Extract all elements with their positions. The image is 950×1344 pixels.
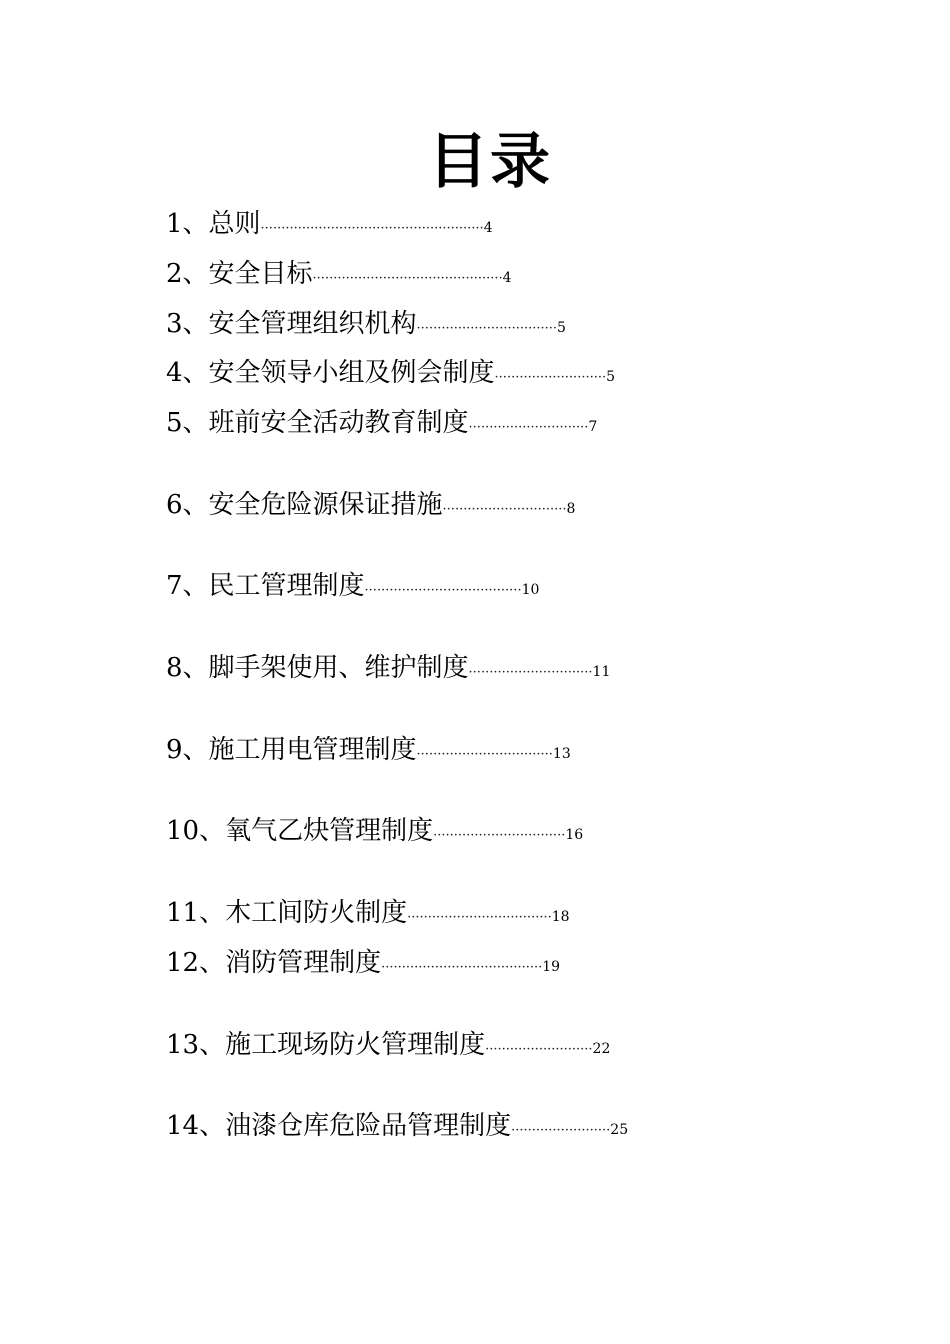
toc-entry[interactable]: [166, 651, 610, 685]
toc-page-number: 16: [565, 827, 584, 843]
toc-entry[interactable]: [166, 257, 512, 291]
toc-entry[interactable]: [166, 307, 566, 341]
toc-entry[interactable]: [166, 946, 560, 980]
toc-page-number: 22: [592, 1041, 611, 1057]
toc-dot-leader: ························: [511, 1123, 611, 1138]
toc-entry-label: 7、民工管理制度: [166, 571, 365, 601]
toc-page-number: 4: [483, 220, 493, 236]
toc-dot-leader: ··························: [485, 1042, 593, 1057]
toc-entry[interactable]: [166, 896, 570, 930]
toc-entry[interactable]: [166, 488, 575, 522]
toc-entry[interactable]: [166, 1109, 628, 1143]
toc-page-number: 10: [521, 582, 540, 598]
toc-dot-leader: ······························: [442, 502, 567, 517]
toc-entry-label: 6、安全危险源保证措施: [166, 490, 443, 520]
toc-dot-leader: ···································: [407, 910, 552, 925]
toc-entry[interactable]: [166, 1028, 610, 1062]
toc-entry[interactable]: [166, 569, 539, 603]
toc-entry[interactable]: [166, 814, 583, 848]
toc-page-number: 5: [606, 369, 616, 385]
toc-page-number: 11: [592, 664, 611, 680]
toc-page-number: 8: [566, 501, 576, 517]
toc-entry-label: 1、总则: [166, 209, 261, 239]
toc-entry-label: 10、氧气乙炔管理制度: [166, 816, 434, 846]
toc-entry[interactable]: [166, 733, 571, 767]
page-title: 目录: [428, 127, 552, 197]
toc-dot-leader: ······························: [468, 665, 593, 680]
toc-entry-label: 11、木工间防火制度: [166, 898, 408, 928]
toc-entry-label: 14、油漆仓库危险品管理制度: [166, 1111, 512, 1141]
toc-page-number: 18: [551, 909, 570, 925]
toc-dot-leader: ·································: [416, 747, 553, 762]
toc-entry-label: 12、消防管理制度: [166, 948, 382, 978]
toc-entry[interactable]: [166, 207, 493, 241]
toc-page-number: 19: [542, 959, 561, 975]
toc-entry-label: 4、安全领导小组及例会制度: [166, 358, 495, 388]
toc-entry[interactable]: [166, 356, 615, 390]
toc-page-number: 5: [557, 320, 566, 336]
toc-dot-leader: ··············································: [312, 271, 503, 286]
toc-page-number: 4: [502, 270, 512, 286]
toc-entry-label: 5、班前安全活动教育制度: [166, 408, 469, 438]
toc-dot-leader: ··································: [416, 321, 558, 336]
toc-dot-leader: ································: [433, 828, 566, 843]
toc-page-number: 7: [588, 419, 598, 435]
toc-entry-label: 3、安全管理组织机构: [166, 309, 417, 339]
toc-dot-leader: ······················································: [260, 221, 484, 236]
toc-page-number: 25: [610, 1122, 629, 1138]
toc-page-number: 13: [552, 746, 571, 762]
toc-entry-label: 2、安全目标: [166, 259, 313, 289]
toc-entry-label: 9、施工用电管理制度: [166, 735, 417, 765]
toc-dot-leader: ·······································: [381, 960, 543, 975]
toc-entry[interactable]: [166, 406, 597, 440]
toc-entry-label: 8、脚手架使用、维护制度: [166, 653, 469, 683]
toc-dot-leader: ·····························: [468, 420, 589, 435]
toc-dot-leader: ···························: [494, 370, 607, 385]
toc-entry-label: 13、施工现场防火管理制度: [166, 1030, 486, 1060]
toc-dot-leader: ······································: [364, 583, 522, 598]
